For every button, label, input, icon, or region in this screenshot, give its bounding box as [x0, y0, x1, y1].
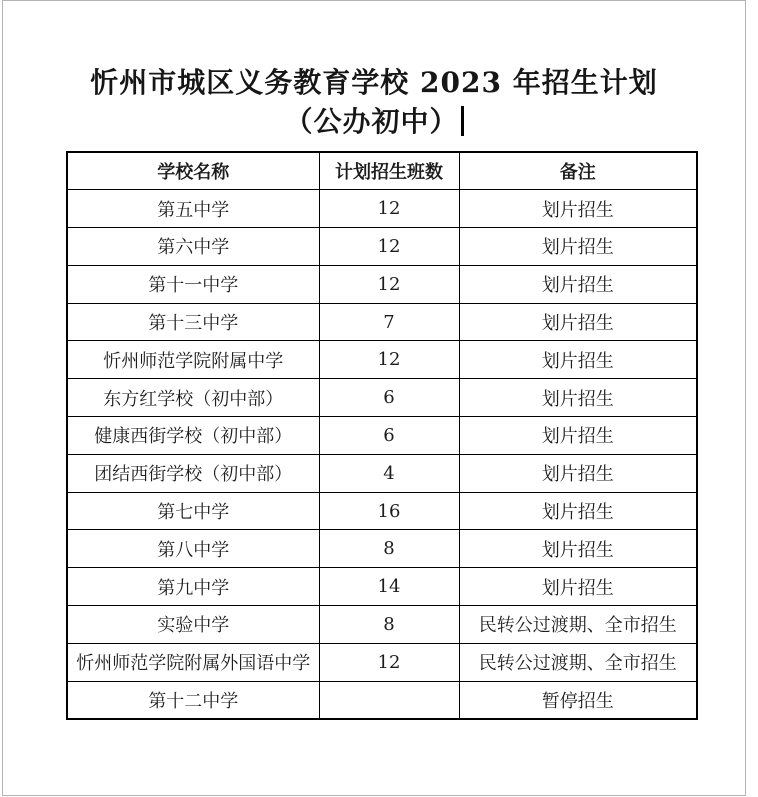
table-row — [67, 417, 697, 455]
cell-school-name: 第八中学 — [67, 530, 319, 568]
table-row — [67, 643, 697, 681]
text-cursor — [461, 106, 464, 136]
cell-remarks: 划片招生 — [459, 303, 697, 341]
table-row — [67, 303, 697, 341]
cell-school-name: 忻州师范学院附属外国语中学 — [67, 643, 319, 681]
table-row — [67, 681, 697, 719]
cell-planned-classes: 16 — [319, 492, 459, 530]
table-row — [67, 568, 697, 606]
cell-school-name: 实验中学 — [67, 606, 319, 644]
cell-remarks: 民转公过渡期、全市招生 — [459, 606, 697, 644]
enrollment-table-body — [67, 190, 697, 719]
header-school-name: 学校名称 — [67, 152, 319, 190]
cell-planned-classes: 4 — [319, 454, 459, 492]
cell-remarks: 划片招生 — [459, 417, 697, 455]
document-page — [2, 0, 746, 796]
cell-remarks: 划片招生 — [459, 454, 697, 492]
cell-school-name: 第五中学 — [67, 190, 319, 228]
cell-school-name: 第十三中学 — [67, 303, 319, 341]
cell-remarks: 划片招生 — [459, 190, 697, 228]
cell-school-name: 第七中学 — [67, 492, 319, 530]
cell-planned-classes: 8 — [319, 530, 459, 568]
table-row — [67, 492, 697, 530]
cell-remarks: 民转公过渡期、全市招生 — [459, 643, 697, 681]
cell-planned-classes: 12 — [319, 228, 459, 266]
cell-school-name: 第六中学 — [67, 228, 319, 266]
table-row — [67, 530, 697, 568]
cell-remarks: 划片招生 — [459, 530, 697, 568]
cell-remarks: 暂停招生 — [459, 681, 697, 719]
cell-remarks: 划片招生 — [459, 492, 697, 530]
document-title-line2-wrap — [3, 102, 745, 141]
cell-remarks: 划片招生 — [459, 265, 697, 303]
enrollment-table — [66, 151, 698, 720]
cell-remarks: 划片招生 — [459, 568, 697, 606]
cell-planned-classes: 6 — [319, 417, 459, 455]
table-row — [67, 265, 697, 303]
cell-planned-classes: 7 — [319, 303, 459, 341]
header-planned-classes: 计划招生班数 — [319, 152, 459, 190]
cell-planned-classes: 12 — [319, 265, 459, 303]
cell-remarks: 划片招生 — [459, 341, 697, 379]
cell-school-name: 第十二中学 — [67, 681, 319, 719]
cell-planned-classes — [319, 681, 459, 719]
cell-planned-classes: 12 — [319, 643, 459, 681]
cell-school-name: 第九中学 — [67, 568, 319, 606]
cell-school-name: 第十一中学 — [67, 265, 319, 303]
table-row — [67, 454, 697, 492]
table-row — [67, 190, 697, 228]
cell-planned-classes: 6 — [319, 379, 459, 417]
cell-planned-classes: 12 — [319, 190, 459, 228]
header-remarks: 备注 — [459, 152, 697, 190]
cell-school-name: 健康西街学校（初中部） — [67, 417, 319, 455]
cell-school-name: 东方红学校（初中部） — [67, 379, 319, 417]
cell-remarks: 划片招生 — [459, 379, 697, 417]
table-header-row — [67, 152, 697, 190]
table-row — [67, 228, 697, 266]
cell-planned-classes: 12 — [319, 341, 459, 379]
document-title-line2: （公办初中） — [284, 105, 459, 138]
table-row — [67, 606, 697, 644]
document-title — [3, 63, 745, 141]
table-row — [67, 379, 697, 417]
cell-planned-classes: 8 — [319, 606, 459, 644]
cell-planned-classes: 14 — [319, 568, 459, 606]
cell-school-name: 忻州师范学院附属中学 — [67, 341, 319, 379]
cell-school-name: 团结西街学校（初中部） — [67, 454, 319, 492]
document-title-line1: 忻州市城区义务教育学校 2023 年招生计划 — [90, 66, 658, 99]
cell-remarks: 划片招生 — [459, 228, 697, 266]
table-row — [67, 341, 697, 379]
